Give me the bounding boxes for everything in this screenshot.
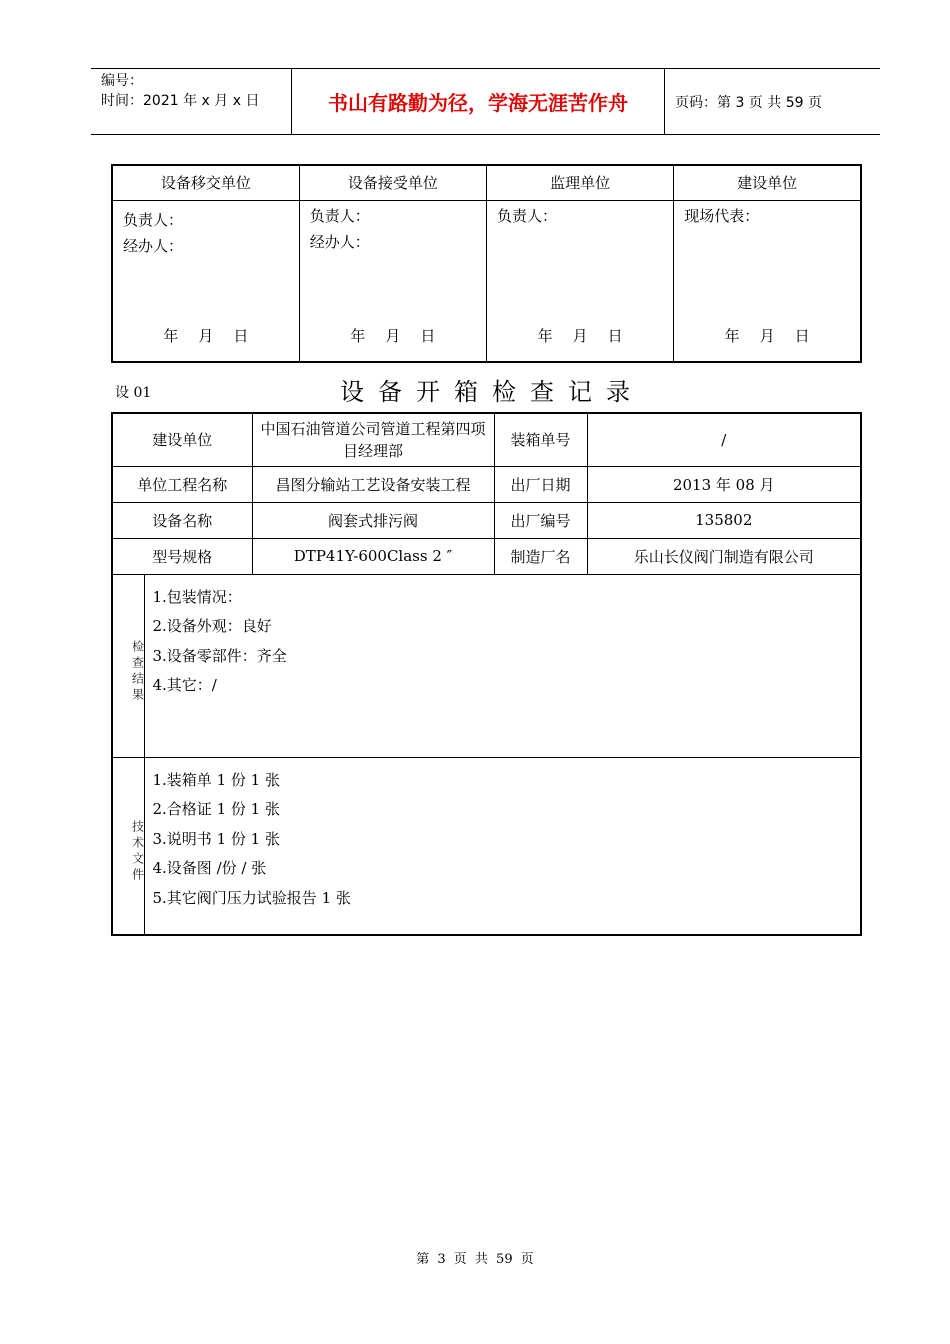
value-project-name: 昌图分输站工艺设备安装工程 xyxy=(252,466,494,502)
page-footer: 第 3 页 共 59 页 xyxy=(416,1252,534,1267)
list-item: 1.包装情况： xyxy=(152,587,242,606)
sig-line: 经办人： xyxy=(309,232,370,251)
value-packing-no: / xyxy=(587,413,861,466)
form-code: 设 01 xyxy=(115,385,152,401)
documents-side-label: 技术文件 xyxy=(112,757,144,935)
sig-col-title: 设备接受单位 xyxy=(299,165,486,200)
value-manufacturer: 乐山长仪阀门制造有限公司 xyxy=(587,538,861,574)
form-title: 设备开箱检查记录 xyxy=(340,378,644,406)
label-serial-no: 出厂编号 xyxy=(494,502,587,538)
list-item: 4.其它：/ xyxy=(152,676,217,694)
sig-cell-receive xyxy=(299,200,486,362)
sig-date: 年 月 日 xyxy=(163,327,249,345)
list-item: 4.设备图 /份 / 张 xyxy=(152,859,267,877)
sig-date: 年 月 日 xyxy=(350,327,436,345)
list-item: 2.合格证 1 份 1 张 xyxy=(152,800,280,818)
documents-list xyxy=(144,757,861,935)
header-page-info: 页码：第 3 页 共 59 页 xyxy=(675,94,822,111)
label-factory-date: 出厂日期 xyxy=(494,466,587,502)
header-motto: 书山有路勤为径，学海无涯苦作舟 xyxy=(292,69,665,134)
inspection-side-label: 检查结果 xyxy=(112,574,144,757)
record-table xyxy=(111,412,862,936)
sig-line: 负责人： xyxy=(497,206,558,225)
sig-line: 负责人： xyxy=(309,206,370,225)
code-label: 编号： xyxy=(101,73,143,89)
list-item: 2.设备外观：良好 xyxy=(152,617,272,635)
list-item: 5.其它阀门压力试验报告 1 张 xyxy=(152,888,351,907)
time-label: 时间：2021 年 x 月 x 日 xyxy=(101,93,260,109)
sig-col-title: 建设单位 xyxy=(674,165,861,200)
value-model: DTP41Y-600Class 2 ″ xyxy=(252,538,494,574)
signature-table xyxy=(111,164,862,363)
sig-line: 负责人： xyxy=(123,210,184,229)
header-meta xyxy=(91,69,292,134)
label-packing-no: 装箱单号 xyxy=(494,413,587,466)
sig-col-title: 监理单位 xyxy=(487,165,674,200)
sig-col-title: 设备移交单位 xyxy=(112,165,299,200)
list-item: 3.设备零部件：齐全 xyxy=(152,646,287,665)
label-model: 型号规格 xyxy=(112,538,252,574)
list-item: 3.说明书 1 份 1 张 xyxy=(152,829,280,848)
value-equipment-name: 阀套式排污阀 xyxy=(252,502,494,538)
label-project-name: 单位工程名称 xyxy=(112,466,252,502)
value-serial-no: 135802 xyxy=(587,502,861,538)
label-equipment-name: 设备名称 xyxy=(112,502,252,538)
value-factory-date: 2013 年 08 月 xyxy=(587,466,861,502)
sig-line: 经办人： xyxy=(123,236,184,255)
label-manufacturer: 制造厂名 xyxy=(494,538,587,574)
page-header xyxy=(91,68,880,135)
list-item: 1.装箱单 1 份 1 张 xyxy=(152,770,280,789)
sig-cell-supervision xyxy=(487,200,674,362)
sig-date: 年 月 日 xyxy=(724,327,810,345)
value-construction-unit: 中国石油管道公司管道工程第四项目经理部 xyxy=(252,413,494,466)
inspection-list xyxy=(144,574,861,757)
sig-line: 现场代表： xyxy=(684,206,760,225)
label-construction-unit: 建设单位 xyxy=(112,413,252,466)
sig-cell-transfer xyxy=(112,200,299,362)
sig-date: 年 月 日 xyxy=(537,327,623,345)
sig-cell-construction xyxy=(674,200,861,362)
